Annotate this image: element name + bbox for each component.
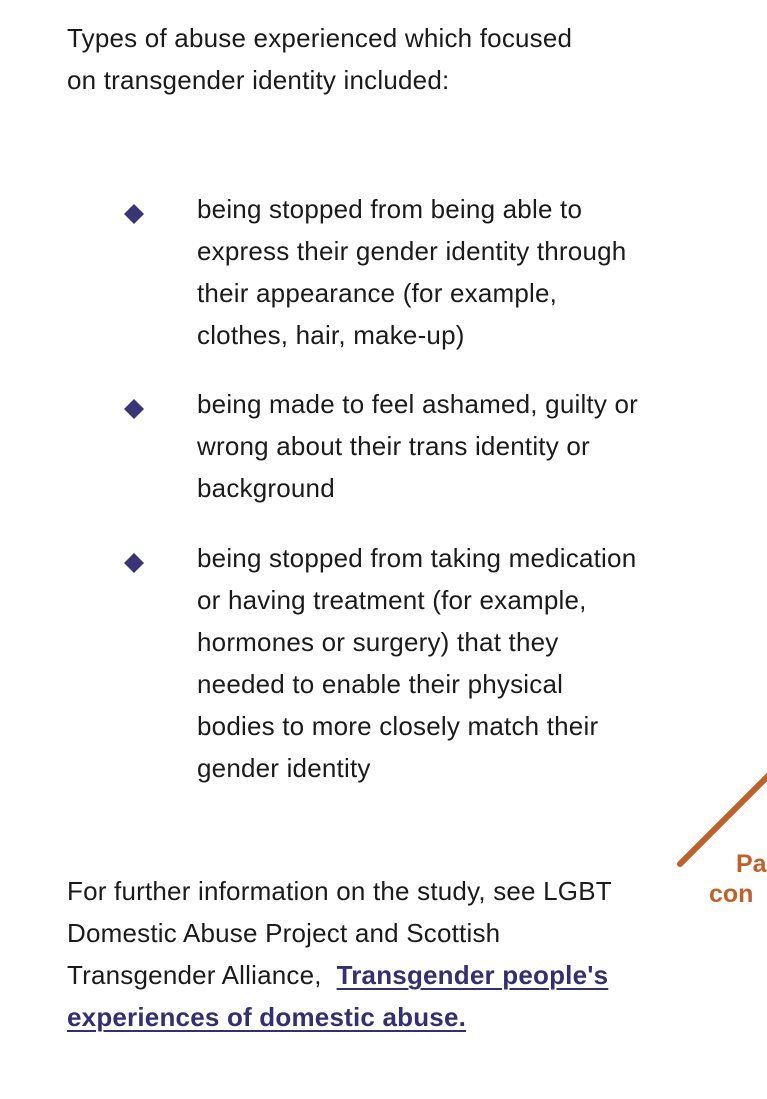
further-info-paragraph	[67, 870, 627, 1038]
diamond-icon	[124, 204, 144, 224]
intro-paragraph: Types of abuse experienced which focused on transgender identity included:	[67, 23, 573, 95]
study-report-link[interactable]: Transgender people's experiences of domestic abuse.	[67, 960, 609, 1032]
diamond-icon	[124, 553, 144, 573]
diamond-icon	[124, 399, 144, 419]
side-panel-decoration	[670, 760, 767, 940]
list-item-text: being stopped from taking medication or having treatment (for example, hormones or surgery) that they needed to enable their physical bodies to more closely match their gender identity	[197, 543, 637, 783]
side-panel-label-line1: Pa	[736, 850, 767, 878]
list-item-text: being stopped from being able to express their gender identity through their appearance (for example, clothes, hair, make-up)	[197, 194, 627, 350]
side-panel-label-line2: con	[709, 880, 754, 908]
further-info-text: For further information on the study, see LGBT Domestic Abuse Project and Scottish Transgender Alliance,	[67, 876, 612, 990]
list-item-text: being made to feel ashamed, guilty or wrong about their trans identity or background	[197, 389, 638, 503]
